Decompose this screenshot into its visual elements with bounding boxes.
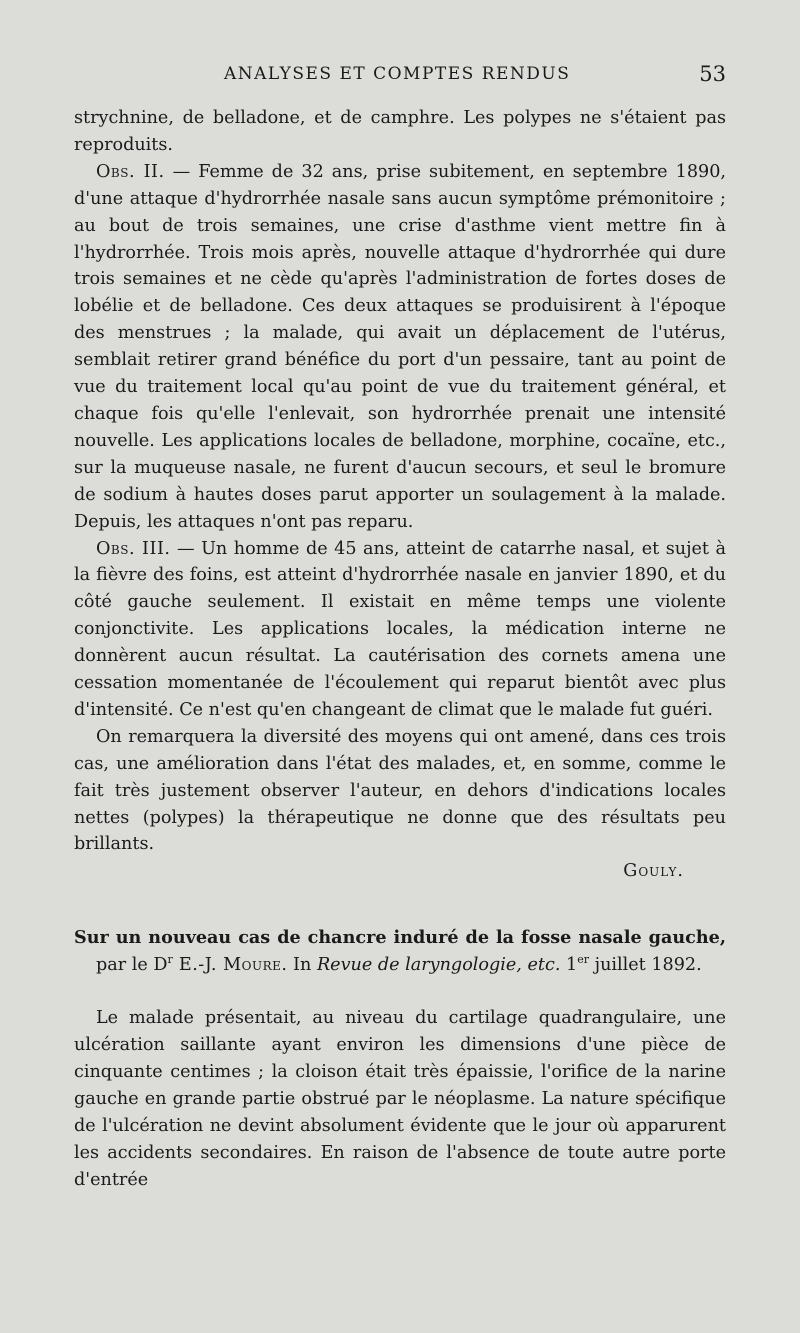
observation-label: Obs. II. (96, 161, 165, 182)
article-heading (74, 925, 726, 979)
spacer (74, 979, 726, 1005)
observation-3 (74, 536, 726, 724)
article-title: Sur un nouveau cas de chancre induré de la fosse nasale gauche, (74, 927, 726, 949)
journal-name: Revue de laryngologie, etc. (316, 955, 561, 976)
reviewer-signature: Gouly. (623, 861, 684, 882)
observation-label: Obs. III. (96, 538, 171, 559)
paragraph-continuation: strychnine, de belladone, et de camphre. Les polypes ne s'étaient pas reproduits. (74, 108, 726, 155)
page-number: 53 (699, 62, 726, 86)
running-head (74, 64, 726, 94)
article-byline: par le $D^r$ E.-J. Moure. In Revue de laryngologie, etc. 1er juillet 1892. (96, 953, 702, 976)
paragraph-conclusion: On remarquera la diversité des moyens qui ont amené, dans ces trois cas, une amélioration dans l'état des malades, et, en somme, comme le fait très justement observer l'auteur, en dehors d'indications locales nettes (polypes) la thérapeutique ne donne que des résultats peu brillants. (74, 726, 726, 855)
observation-text: — Femme de 32 ans, prise subitement, en septembre 1890, d'une attaque d'hydrorrhée nasale sans aucun symptôme prémonitoire ; au bout de trois semaines, une crise d'asthme vient mettre fin à l'hydrorrhée. Trois mois après, nouvelle attaque d'hydrorrhée qui dure trois semaines et ne cède qu'après l'administration de fortes doses de lobélie et de belladone. Ces deux attaques se produisirent à l'époque des menstrues ; la malade, qui avait un déplacement de l'utérus, semblait retirer grand bénéfice du port d'un pessaire, tant au point de vue du traitement local qu'au point de vue du traitement général, et chaque fois qu'elle l'enlevait, son hydrorrhée prenait une intensité nouvelle. Les applications locales de belladone, morphine, cocaïne, etc., sur la muqueuse nasale, ne furent d'aucun secours, et seul le bromure de sodium à hautes doses parut apporter un soulagement à la malade. Depuis, les attaques n'ont pas reparu. (74, 161, 726, 532)
observation-2 (74, 159, 726, 536)
body-text (74, 105, 726, 1193)
article-author: E.-J. Moure. (172, 955, 288, 976)
observation-text: — Un homme de 45 ans, atteint de catarrhe nasal, et sujet à la fièvre des foins, est atteint d'hydrorrhée nasale en janvier 1890, et du côté gauche seulement. Il existait en même temps une violente conjonctivite. Les applications locales, la médication interne ne donnèrent aucun résultat. La cautérisation des cornets amena une cessation momentanée de l'écoulement qui reparut bientôt avec plus d'intensité. Ce n'est qu'en changeant de climat que le malade fut guéri. (74, 538, 726, 720)
running-title: ANALYSES ET COMPTES RENDUS (224, 64, 571, 84)
article-body: Le malade présentait, au niveau du cartilage quadrangulaire, une ulcération saillante ayant environ les dimensions d'une pièce de cinquante centimes ; la cloison était très épaissie, l'orifice de la narine gauche en grande partie obstrué par le néoplasme. La nature spécifique de l'ulcération ne devint absolument évidente que le jour où apparurent les accidents secondaires. En raison de l'absence de toute autre porte d'entrée (74, 1008, 726, 1190)
